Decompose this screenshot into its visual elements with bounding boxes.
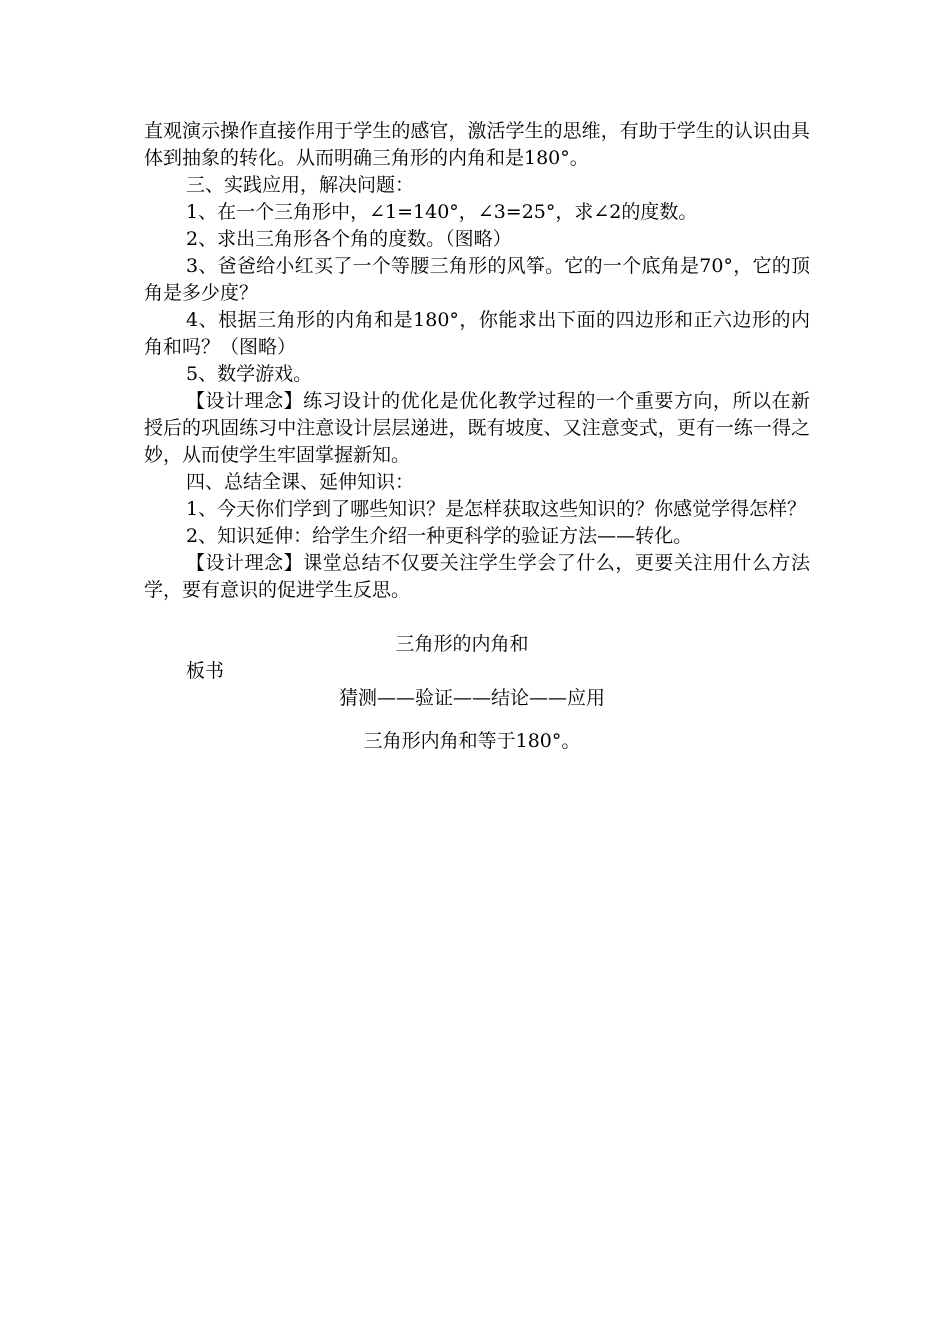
design-concept-1: 【设计理念】练习设计的优化是优化教学过程的一个重要方向，所以在新授后的巩固练习中注意设计层层递进，既有坡度、又注意变式，更有一练一得之妙，从而使学生牢固掌握新知。 xyxy=(144,390,810,466)
summary-item-1: 1、今天你们学到了哪些知识？是怎样获取这些知识的？你感觉学得怎样？ xyxy=(186,498,807,520)
exercise-1: 1、在一个三角形中，∠1=140°，∠3=25°，求∠2的度数。 xyxy=(186,201,698,223)
design-concept-2: 【设计理念】课堂总结不仅要关注学生学会了什么，更要关注用什么方法学，要有意识的促进学生反思。 xyxy=(144,552,810,601)
board-steps: 猜测——验证——结论——应用 xyxy=(338,687,605,709)
exercise-2: 2、求出三角形各个角的度数。（图略） xyxy=(186,228,512,250)
exercise-4: 4、根据三角形的内角和是180°，你能求出下面的四边形和正六边形的内角和吗？（图略） xyxy=(144,309,810,358)
section-heading-practice: 三、实践应用，解决问题： xyxy=(186,174,415,196)
document-page xyxy=(144,118,810,774)
blackboard-plan xyxy=(144,631,810,755)
board-label: 板书 xyxy=(186,660,225,682)
summary-item-2: 2、知识延伸：给学生介绍一种更科学的验证方法——转化。 xyxy=(186,525,693,547)
exercise-3: 3、爸爸给小红买了一个等腰三角形的风筝。它的一个底角是70°，它的顶角是多少度？ xyxy=(144,255,810,304)
board-conclusion: 三角形内角和等于180°。 xyxy=(363,730,581,752)
exercise-5: 5、数学游戏。 xyxy=(186,363,313,385)
paragraph-1: 直观演示操作直接作用于学生的感官，激活学生的思维，有助于学生的认识由具体到抽象的转化。从而明确三角形的内角和是180°。 xyxy=(144,120,810,169)
spacer xyxy=(144,604,810,631)
board-title: 三角形的内角和 xyxy=(395,633,529,655)
section-heading-summary: 四、总结全课、延伸知识： xyxy=(186,471,415,493)
